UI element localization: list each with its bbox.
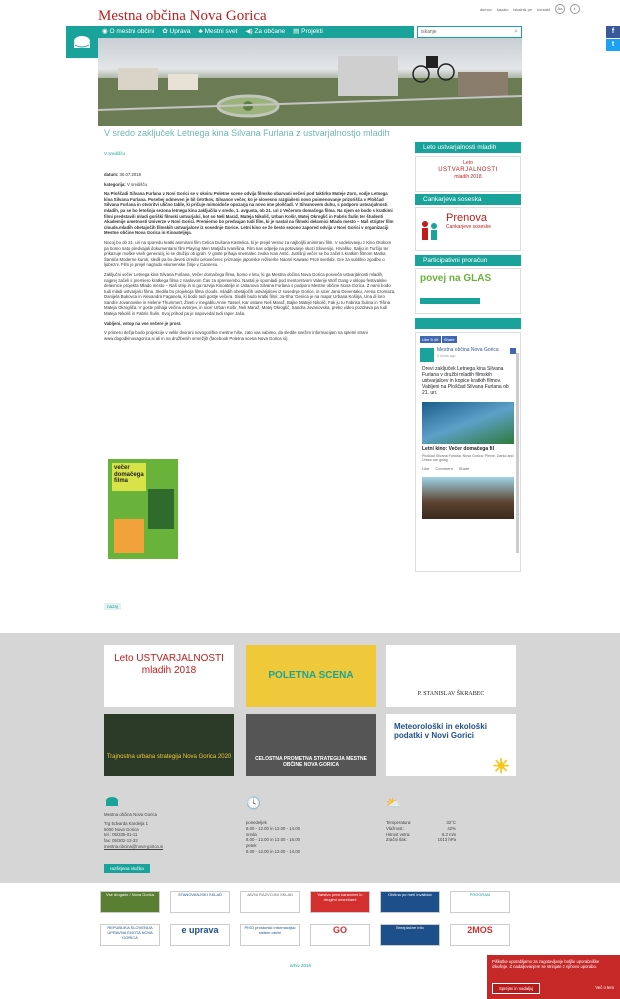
fb-like-action[interactable]: Like: [422, 466, 430, 471]
fb-post-text: Drevi zaključek Letnega kina Silvana Furlana v družbi mladih filmskih ustvarjalcev in kopice kratkih filmov. Vabljeni na Ploščad Silvana Furlana ob 21. uri.: [422, 366, 509, 396]
article-invitation: Vabljeni, vstop na vse večere je prost.: [104, 320, 182, 326]
partner-logo[interactable]: Varstvo pred naravnimi in drugimi nesrečami: [310, 891, 370, 913]
article-body: [104, 172, 396, 345]
tile-skrabec[interactable]: P. STANISLAV ŠKRABEC: [386, 645, 516, 707]
footer-logo-icon: [104, 796, 120, 808]
partner-logo[interactable]: Vse drugače / Nova Gorica: [100, 891, 160, 913]
top-links: [480, 4, 580, 14]
social-links: [606, 26, 620, 52]
top-link-search[interactable]: iskalnik pe: [513, 6, 533, 12]
nav-item-council[interactable]: ♣ Mestni svet: [198, 28, 238, 35]
expanded-search-button[interactable]: razširjena vložba: [104, 864, 150, 873]
contact-info: Mestna občina Nova Gorica Trg Edvarda Kardelja 1 5000 Nova Gorica tel.: 05/335-01-11 fax: 05/302-12-33 mestna.obcina@nova-gorica.si: [104, 812, 234, 850]
partner-logo[interactable]: e uprava: [170, 924, 230, 946]
sidebar-heading-participatory[interactable]: Participativni proračun: [415, 255, 521, 266]
back-button[interactable]: nazaj: [104, 603, 121, 610]
partner-logo[interactable]: REPUBLIKA SLOVENIJA UPRAVNA ENOTA NOVA GORICA: [100, 924, 160, 946]
clock-icon: 🕓: [246, 796, 261, 810]
font-size-button[interactable]: Aa: [555, 4, 565, 14]
participatory-budget-banner[interactable]: povej na GLAS: [415, 268, 521, 314]
article-date: datum: 30.07.2018: [104, 172, 142, 177]
partner-logo[interactable]: JAVNI RAZVOJNI SKLAD: [240, 891, 300, 913]
facebook-widget[interactable]: [415, 332, 521, 572]
article-paragraph: Nocoj bo ob 21. uri na sporedu kratki animirani film Celica Dušana Kastelica, ki je prejel Vesno za najboljši animirani film. V sodelovanju z Kino Otokom pa bomo nato predvajali dokumentarni film Playing Men Matjaža Ivanišina. Film nas odpelje na potovanje skozi Slovenijo, Hrvaško, Italijo in Turčijo ter prikazuje moške vseh generacij, ki se družijo ob igrah. V goste prihaja snemalec zvoka Ivan Antić. Jutrišnji večer se bo začel s kratkim filmom Marka Šantića Moderne kuroti, sledil pa bo deveti izredni celovečerec priznanje japonske režiserke Naomi Kawase Proti svetlobi. Gre za subtilno zgodbo o ljubezni. Film je prejel nagrado ekumenske žirije v Cannesu.: [104, 239, 392, 268]
fb-post-image[interactable]: [422, 402, 514, 444]
fb-post-time: 5 hours ago: [437, 353, 456, 358]
fb-page-name[interactable]: Mestna občina Nova Gorica: [437, 347, 499, 353]
tile-weather-data[interactable]: Meteorološki in ekološki podatki v Novi Gorici ☀: [386, 714, 516, 776]
contrast-button[interactable]: ◐: [570, 4, 580, 14]
cookie-banner: [487, 955, 620, 999]
tile-youth-year[interactable]: Leto USTVARJALNOSTI mladih 2018: [104, 645, 234, 707]
header-banner-image: [98, 38, 522, 126]
partner-logo[interactable]: PROGRAM: [450, 891, 510, 913]
partner-logo[interactable]: STANOVANJSKI SKLAD: [170, 891, 230, 913]
nav-item-citizens[interactable]: ◀) Za občane: [245, 28, 286, 35]
cookie-more-link[interactable]: Več o tem: [595, 985, 614, 990]
cankar-renovation-banner[interactable]: Prenova Cankarjeve soseske: [415, 207, 521, 251]
search-input[interactable]: [417, 26, 522, 38]
top-link-contact[interactable]: kontakt: [537, 6, 550, 12]
fb-comment-action[interactable]: Comment: [435, 466, 453, 471]
search-placeholder: iskanje: [421, 29, 437, 35]
family-illustration-icon: [419, 216, 441, 246]
sidebar-heading-youth[interactable]: Leto ustvarjalnosti mladih: [415, 142, 521, 153]
article-paragraph: V primeru dežja bodo projekcije v veliki dvorani novogoriške mestne hiše, zato vas vabimo, da sledite svežim informacijam na spletni strani www.dogodkinovagorica.si ali in na družbenih omrežjih (facebook Poletna scena Nova Gorica si).: [104, 330, 368, 341]
article-lead: Na Ploščadi Silvana Furlana v Novi Gorici se v okviru Poletne scene odvija filmsko obarvani večeri pod taktirko Mateje Zorn, vodje Letnega kina Silvana Furlana. Posebej odmeven je bil četrtkov, Silvanov večer, ko je slovesno razglašeni novo poimenovanje prizorišča v Ploščad Silvana Furlana in otvoritvi ulično table, ki pričuje mimoidoče opozarja na novo ime ploščadi. V Silvanovem duhu, s podporo ustvarjalnosti mladih, pa se bo letošnja sezona letnega kina zaključila v sredo, 1. avgusta, ob 21. uri z Večerom domačega filma. Na njem se bodo s kratkimi filmi predstavili mladi goriški filmski ustvarjalci, kot so Neli Maraž, Mateja Nikolič, Urban Košir, Matej Okroglič in Fabris Šulin ter študenti Akademije umetnosti Univerze v Novi Gorici. Premierno bo predvajan tudi film, ki je nastal na filmski delavnici Mlado mesto – Naš stripter film clouds.mladih obetajočih filmskih ustvarjalcev iz sosednje Gorice. Letni kino se že šesto sezono zapored odvija v Novi Gorici v organizaciji Mestne občine Nova Gorica in Kinoateljeja.: [104, 191, 394, 236]
article-category-link[interactable]: V središču: [104, 151, 126, 156]
tile-traffic-strategy[interactable]: CELOSTNA PROMETNA STRATEGIJA MESTNE OBČINE NOVA GORICA: [246, 714, 376, 776]
fb-link-subtitle: Ploščad Silvana Furlana, Nova Gorica: Pleme, Darko and Urban are going: [422, 454, 514, 462]
partner-logo[interactable]: Občina po meri invalidov: [380, 891, 440, 913]
tile-urban-strategy[interactable]: Trajnostna urbana strategija Nova Gorica 2020: [104, 714, 234, 776]
fb-link-title[interactable]: Letni kino: Večer domačega fil: [422, 446, 494, 452]
cookie-accept-button[interactable]: Sprejmi in nadaljuj: [492, 983, 540, 994]
nav-item-projects[interactable]: ▤ Projekti: [293, 28, 323, 35]
archive-link[interactable]: arhiv 2016: [290, 963, 312, 968]
site-title[interactable]: Mestna občina Nova Gorica: [98, 8, 267, 24]
nav-item-administration[interactable]: ✿ Uprava: [162, 28, 191, 35]
top-link-home[interactable]: domov: [479, 6, 492, 12]
top-link-index[interactable]: kazalo: [496, 6, 509, 12]
partner-logo[interactable]: Brezplačne info: [380, 924, 440, 946]
search-icon[interactable]: ⌕: [514, 28, 518, 35]
weather-readings: Temperatura: 32°C Vlažnost: 42% Hitrost vetra: 6.2 m/s Zračni tlak: 1013 hPa: [386, 820, 456, 843]
poster-title: večer domačega filma: [112, 463, 146, 491]
cookie-text: Piškotke uporabljamo za zagotavljanje boljše uporabniške izkušnje. Z nadaljevanjem se strinjate z njihovo uporabo.: [492, 959, 600, 969]
tile-summer-scene[interactable]: POLETNA SCENA: [246, 645, 376, 707]
office-hours: ponedeljek 8.00 - 12.00 in 13.00 - 14.00 sreda 8.00 - 12.00 in 13.00 - 16.00 petek 8.00 - 12.00 in 13.00 - 14.00: [246, 820, 300, 854]
sun-icon: ☀: [492, 756, 510, 776]
weather-cloud-icon: ⛅: [386, 796, 401, 810]
fb-like-button[interactable]: Like 5.4K: [422, 337, 439, 342]
event-poster[interactable]: [108, 459, 178, 559]
article-title: V sredo zaključek Letnega kina Silvana Furlana z ustvarjalnostjo mladih: [104, 128, 390, 138]
twitter-icon[interactable]: t: [606, 39, 620, 51]
partner-logo[interactable]: GO: [310, 924, 370, 946]
fb-page-avatar[interactable]: [420, 348, 434, 362]
nav-item-about[interactable]: ◉ O mestni občini: [102, 28, 155, 35]
contact-email-link[interactable]: mestna.obcina@nova-gorica.si: [104, 843, 164, 849]
main-nav: [98, 26, 414, 38]
fb-scrollbar[interactable]: [516, 353, 519, 553]
partner-logo[interactable]: 2MOS: [450, 924, 510, 946]
sidebar-heading-facebook: [415, 318, 521, 329]
article-category: kategorija: V središču: [104, 181, 147, 187]
fb-post-image-2[interactable]: [422, 477, 514, 519]
partner-logo[interactable]: PISO prostorski informacijski sistem občin: [240, 924, 300, 946]
facebook-icon[interactable]: f: [606, 26, 620, 38]
fb-share-button[interactable]: Share: [443, 337, 455, 342]
sidebar-heading-cankar[interactable]: Cankarjeva soseska: [415, 194, 521, 205]
youth-year-banner[interactable]: Leto USTVARJALNOSTI mladih 2018: [415, 156, 521, 192]
fb-share-action[interactable]: Share: [458, 466, 470, 471]
article-paragraph: Zaključni večer Letnega kina Silvana Furlana, Večer domačega filma, bomo v letu, ki ga Mestna občina Nova Gorica posveča ustvarjalnosti mladih, najprej začeli s premiero kratkega filma z naslovom Čas za spremembo. Nastal je spomladi pod mentorstvom Valerije Wolf Gang v sklopu festivalske delavnice projekta Mlado mesto – Naš utrip in si ga razvija Kinoatelje in Ustanova Silvana Furlana s podporo Mestne občine Nova Gorica. Z nami bodo tudi mladi ustvarjalci filma. Sledila bo projekcija filma clouds. mladih obetajočih ustvarjalcev iz sosednje Gorice, in sicer Jana Deventaku, Arena Cromaza, Danijela Bukovca in Alexandra Faganela, ki bodo tudi gostje večera. Sledili bodo kratki filmi: Ja-Sha 'Genica je na mapa' Urbana Koširja, Una di loro Sandre Jovanovske in Helene Thummert, Živeti v megablu Anne Tassel, Kar ostane Neli Maraž, Bajke Mateje Nikolič, Fak ju tu Fabrisa Šulina in Tišina Mateja Okrogliča. V goste prihaja večina avtorjev, in sicer Urban Košir, Neli Maraž, Matej Okroglič, Sandra Jovanovska, preko video pozdrava pa tudi Mateja Nikolič in Fabris Šulin. Svoj prihod pa je napovedal tudi raper Jaša.: [104, 271, 396, 317]
logo-icon: [66, 26, 98, 58]
municipality-logo[interactable]: [66, 26, 98, 58]
